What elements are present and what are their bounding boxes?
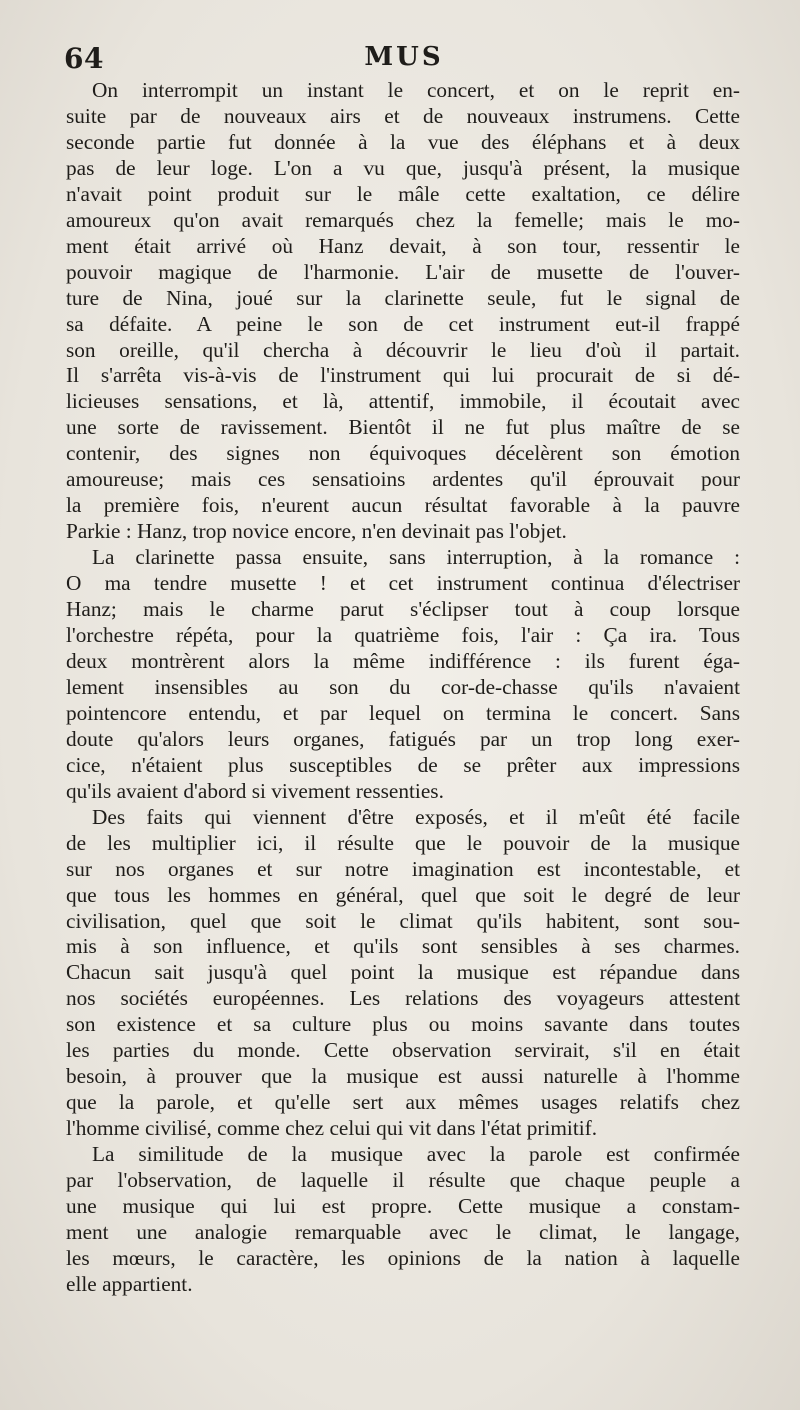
text-line: son existence et sa culture plus ou moins savante dans toutes	[66, 1012, 740, 1037]
text-line: par l'observation, de laquelle il résulte que chaque peuple a	[66, 1168, 740, 1193]
text-line: Parkie : Hanz, trop novice encore, n'en devinait pas l'objet.	[66, 519, 567, 544]
text-line: nos sociétés européennes. Les relations des voyageurs attestent	[66, 986, 740, 1011]
text-line: la première fois, n'eurent aucun résultat favorable à la pauvre	[66, 493, 740, 518]
text-line: son oreille, qu'il chercha à découvrir le lieu d'où il partait.	[66, 337, 740, 362]
body-text	[66, 78, 740, 1298]
page-header	[64, 42, 744, 78]
text-line: ment était arrivé où Hanz devait, à son tour, ressentir le	[66, 233, 740, 258]
text-line: La clarinette passa ensuite, sans interruption, à la romance :	[92, 545, 740, 570]
text-line: On interrompit un instant le concert, et on le reprit en-	[92, 78, 740, 102]
paragraph	[66, 1142, 740, 1298]
text-line: La similitude de la musique avec la parole est confirmée	[92, 1142, 740, 1167]
text-line: les parties du monde. Cette observation servirait, s'il en était	[66, 1038, 740, 1063]
text-line: licieuses sensations, et là, attentif, immobile, il écoutait avec	[66, 389, 740, 414]
page-number: 64	[64, 42, 104, 75]
text-line: lement insensibles au son du cor-de-chasse qu'ils n'avaient	[66, 674, 740, 699]
paragraph	[66, 78, 740, 545]
text-line: civilisation, quel que soit le climat qu'ils habitent, sont sou-	[66, 908, 740, 933]
text-line: pouvoir magique de l'harmonie. L'air de musette de l'ouver-	[66, 259, 740, 284]
text-line: contenir, des signes non équivoques décelèrent son émotion	[66, 441, 740, 466]
text-line: seconde partie fut donnée à la vue des éléphans et à deux	[66, 129, 740, 154]
text-line: pas de leur loge. L'on a vu que, jusqu'à présent, la musique	[66, 155, 740, 180]
text-line: sur nos organes et sur notre imagination est incontestable, et	[66, 856, 740, 881]
text-line: que la parole, et qu'elle sert aux mêmes usages relatifs chez	[66, 1090, 740, 1115]
text-line: Hanz; mais le charme parut s'éclipser tout à coup lorsque	[66, 597, 740, 622]
text-line: de les multiplier ici, il résulte que le pouvoir de la musique	[66, 830, 740, 855]
text-line: doute qu'alors leurs organes, fatigués par un trop long exer-	[66, 726, 740, 751]
text-line: amoureuse; mais ces sensatioins ardentes qu'il éprouvait pour	[66, 467, 740, 492]
text-line: ment une analogie remarquable avec le climat, le langage,	[66, 1219, 740, 1244]
text-line: pointencore entendu, et par lequel on termina le concert. Sans	[66, 700, 740, 725]
running-head: MUS	[364, 42, 444, 72]
text-line: qu'ils avaient d'abord si vivement ressenties.	[66, 778, 444, 803]
text-line: amoureux qu'on avait remarqués chez la femelle; mais le mo-	[66, 207, 740, 232]
text-line: besoin, à prouver que la musique est aussi naturelle à l'homme	[66, 1064, 740, 1089]
text-line: suite par de nouveaux airs et de nouveaux instrumens. Cette	[66, 103, 740, 128]
text-line: n'avait point produit sur le mâle cette exaltation, ce délire	[66, 181, 740, 206]
text-line: une musique qui lui est propre. Cette musique a constam-	[66, 1193, 740, 1218]
text-line: mis à son influence, et qu'ils sont sensibles à ses charmes.	[66, 934, 740, 959]
text-line: une sorte de ravissement. Bientôt il ne fut plus maître de se	[66, 415, 740, 440]
text-line: sa défaite. A peine le son de cet instrument eut-il frappé	[66, 311, 740, 336]
text-line: les mœurs, le caractère, les opinions de la nation à laquelle	[66, 1245, 740, 1270]
text-line: Des faits qui viennent d'être exposés, et il m'eût été facile	[92, 804, 740, 829]
text-line: l'orchestre répéta, pour la quatrième fois, l'air : Ça ira. Tous	[66, 623, 740, 648]
text-line: Chacun sait jusqu'à quel point la musique est répandue dans	[66, 960, 740, 985]
text-line: Il s'arrêta vis-à-vis de l'instrument qui lui procurait de si dé-	[66, 363, 740, 388]
text-line: l'homme civilisé, comme chez celui qui vit dans l'état primitif.	[66, 1116, 598, 1141]
text-line: O ma tendre musette ! et cet instrument continua d'électriser	[66, 571, 740, 596]
paragraph	[66, 805, 740, 1142]
text-line: cice, n'étaient plus susceptibles de se prêter aux impressions	[66, 752, 740, 777]
text-line: elle appartient.	[66, 1271, 193, 1296]
text-line: ture de Nina, joué sur la clarinette seule, fut le signal de	[66, 285, 740, 310]
text-line: que tous les hommes en général, quel que soit le degré de leur	[66, 882, 740, 907]
paragraph	[66, 545, 740, 805]
text-line: deux montrèrent alors la même indifférence : ils furent éga-	[66, 648, 740, 673]
